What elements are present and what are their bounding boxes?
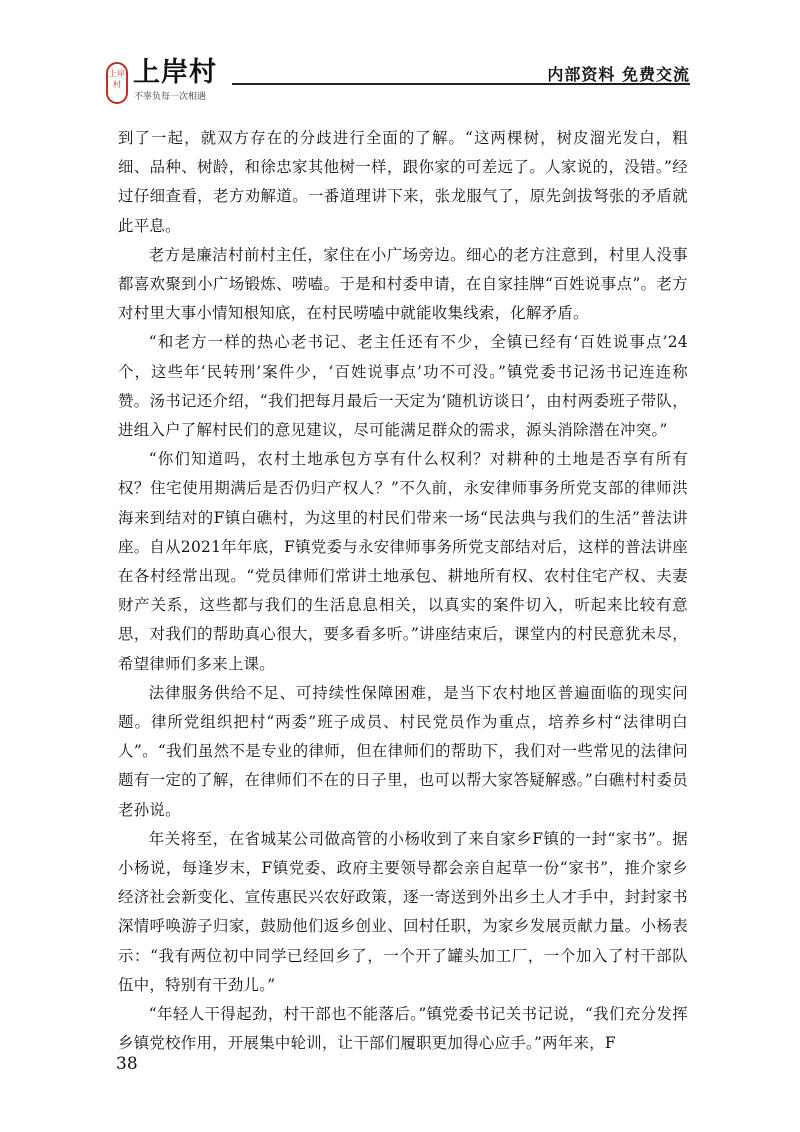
paragraph: 老方是廉洁村前村主任，家住在小广场旁边。细心的老方注意到，村里人没事都喜欢聚到小广场锻炼、唠嗑。于是和村委申请，在自家挂牌“百姓说事点”。老方对村里大事小情知根知底，在村民唠嗑中就能收集线索，化解矛盾。 <box>118 245 688 323</box>
paragraph: 法律服务供给不足、可持续性保障困难，是当下农村地区普遍面临的现实问题。律所党组织把村“两委”班子成员、村民党员作为重点，培养乡村“法律明白人”。“我们虽然不是专业的律师，但在律师们的帮助下，我们对一些常见的法律问题有一定的了解，在律师们不在的日子里，也可以帮大家答疑解惑。”白礁村村委员老孙说。 <box>118 683 688 819</box>
page-header <box>106 50 690 102</box>
paragraph: “和老方一样的热心老书记、老主任还有不少，全镇已经有‘百姓说事点’24个，这些年‘民转刑’案件少，‘百姓说事点’功不可没。”镇党委书记汤书记连连称赞。汤书记还介绍，“我们把每月最后一天定为‘随机访谈日’，由村两委班子带队，进组入户了解村民们的意见建议，尽可能满足群众的需求，源头消除潜在冲突。” <box>118 333 688 440</box>
paragraph: “年轻人干得起劲，村干部也不能落后。”镇党委书记关书记说，“我们充分发挥乡镇党校作用，开展集中轮训，让干部们履职更加得心应手。”两年来，F <box>118 1005 688 1053</box>
logo-seal: 上岸村 <box>106 62 128 104</box>
article-body <box>118 124 688 1059</box>
paragraph: 年关将至，在省城某公司做高管的小杨收到了来自家乡F镇的一封“家书”。据小杨说，每逢岁末，F镇党委、政府主要领导都会亲自起草一份“家书”，推介家乡经济社会新变化、宣传惠民兴农好政策，逐一寄送到外出乡土人才手中，封封家书深情呼唤游子归家，鼓励他们返乡创业、回村任职，为家乡发展贡献力量。小杨表示：“我有两位初中同学已经回乡了，一个开了罐头加工厂，一个加入了村干部队伍中，特别有干劲儿。” <box>118 829 688 994</box>
header-note: 内部资料 免费交流 <box>547 65 690 84</box>
page-number: 38 <box>116 1054 138 1074</box>
paragraph: “你们知道吗，农村土地承包方享有什么权利？对耕种的土地是否享有所有权？住宅使用期满后是否仍归产权人？”不久前，永安律师事务所党支部的律师洪海来到结对的F镇白礁村，为这里的村民们带来一场“民法典与我们的生活”普法讲座。自从2021年年底，F镇党委与永安律师事务所党支部结对后，这样的普法讲座在各村经常出现。“党员律师们常讲土地承包、耕地所有权、农村住宅产权、夫妻财产关系，这些都与我们的生活息息相关，以真实的案件切入，听起来比较有意思，对我们的帮助真心很大，要多看多听。”讲座结束后，课堂内的村民意犹未尽，希望律师们多来上课。 <box>118 450 688 673</box>
brand-name: 上岸村 <box>133 57 217 88</box>
paragraph: 到了一起，就双方存在的分歧进行全面的了解。“这两棵树，树皮溜光发白，粗细、品种、树龄，和徐忠家其他树一样，跟你家的可差远了。人家说的，没错。”经过仔细查看，老方劝解道。一番道理讲下来，张龙服气了，原先剑拔弩张的矛盾就此平息。 <box>118 129 688 235</box>
brand-tagline: 不辜负每一次相遇 <box>134 92 207 102</box>
